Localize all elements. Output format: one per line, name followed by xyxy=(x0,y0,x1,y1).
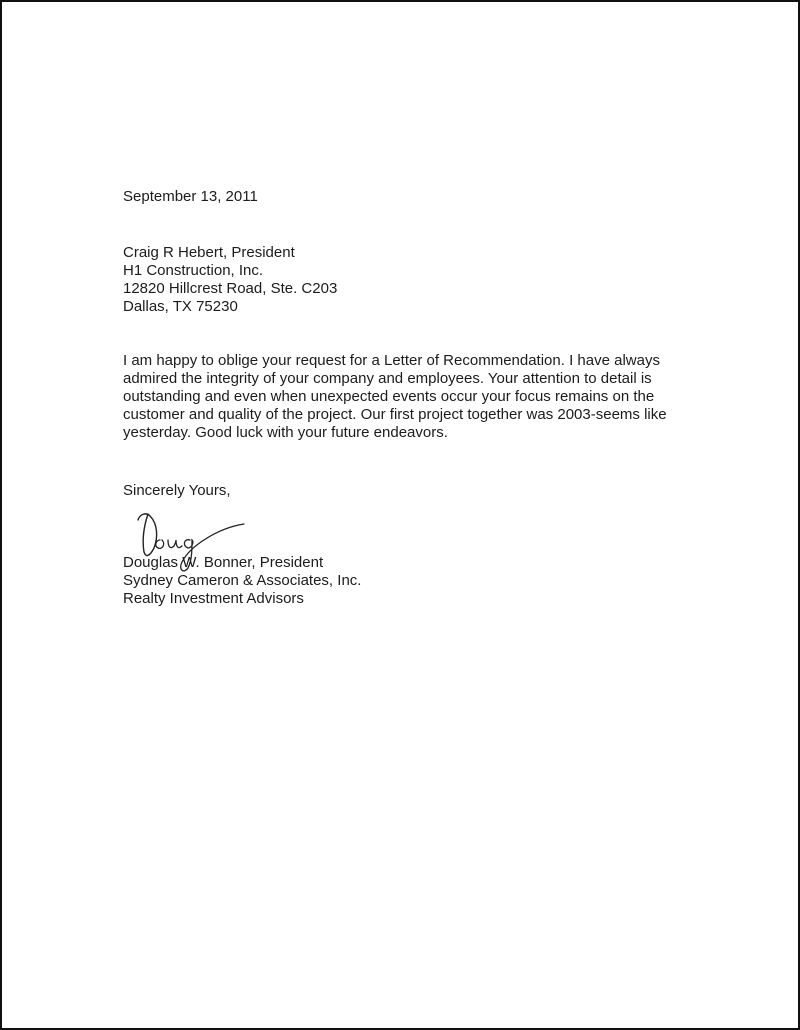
recipient-city: Dallas, TX 75230 xyxy=(123,298,238,315)
body-line: outstanding and even when unexpected events occur your focus remains on the xyxy=(123,388,655,405)
recipient-company: H1 Construction, Inc. xyxy=(123,262,264,279)
body-line: I am happy to oblige your request for a Letter of Recommendation. I have always xyxy=(123,352,660,369)
letter-body xyxy=(123,352,723,442)
recipient-name: Craig R Hebert, President xyxy=(123,244,295,261)
body-line: customer and quality of the project. Our first project together was 2003-seems like xyxy=(123,406,667,423)
recipient-address xyxy=(123,244,337,316)
signer-name: Douglas W. Bonner, President xyxy=(123,554,324,571)
letter-date: September 13, 2011 xyxy=(123,188,258,205)
signer-block xyxy=(123,554,361,608)
signer-company: Sydney Cameron & Associates, Inc. xyxy=(123,572,362,589)
recipient-street: 12820 Hillcrest Road, Ste. C203 xyxy=(123,280,338,297)
letter-closing: Sincerely Yours, xyxy=(123,482,231,499)
body-line: yesterday. Good luck with your future endeavors. xyxy=(123,424,448,441)
body-line: admired the integrity of your company and employees. Your attention to detail is xyxy=(123,370,652,387)
signer-department: Realty Investment Advisors xyxy=(123,590,304,607)
